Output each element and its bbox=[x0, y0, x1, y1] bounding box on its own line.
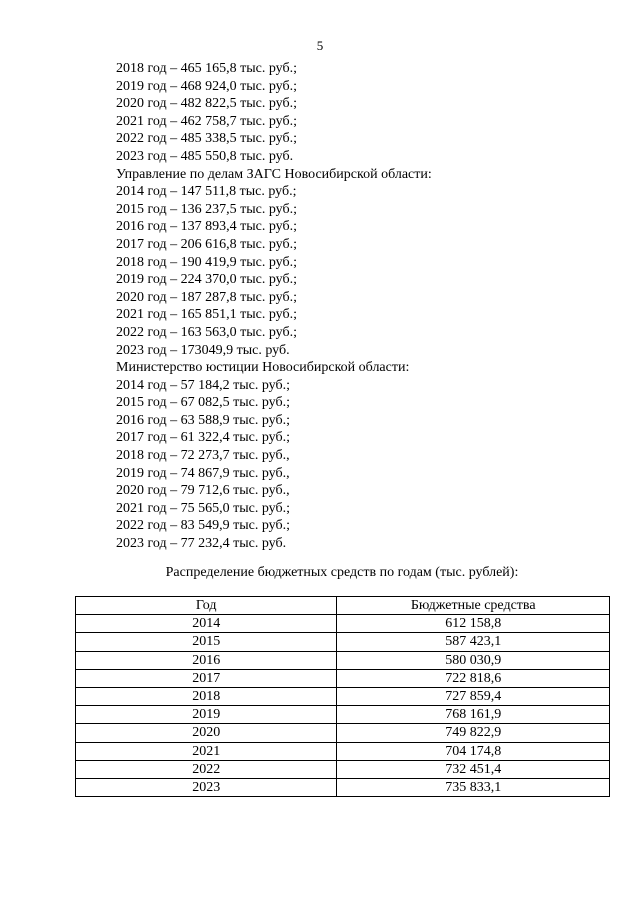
budget-cell: 587 423,1 bbox=[337, 633, 610, 651]
text-line: 2017 год – 61 322,4 тыс. руб.; bbox=[116, 430, 290, 446]
text-line: 2022 год – 83 549,9 тыс. руб.; bbox=[116, 518, 290, 534]
table-row bbox=[76, 778, 610, 796]
budget-cell: 580 030,9 bbox=[337, 651, 610, 669]
section-heading-zags: Управление по делам ЗАГС Новосибирской области: bbox=[116, 166, 432, 182]
table-header-row bbox=[76, 597, 610, 615]
text-line: 2019 год – 468 924,0 тыс. руб.; bbox=[116, 78, 297, 94]
budget-text-block bbox=[116, 60, 432, 553]
year-cell: 2018 bbox=[76, 687, 337, 705]
table-caption: Распределение бюджетных средств по годам (тыс. рублей): bbox=[165, 565, 519, 580]
budget-table bbox=[75, 596, 610, 797]
page-number: 5 bbox=[316, 38, 324, 53]
table-row bbox=[76, 760, 610, 778]
text-line: 2023 год – 77 232,4 тыс. руб. bbox=[116, 536, 287, 552]
text-line: 2016 год – 137 893,4 тыс. руб.; bbox=[116, 219, 297, 235]
year-cell: 2021 bbox=[76, 742, 337, 760]
text-line: 2020 год – 79 712,6 тыс. руб., bbox=[116, 483, 290, 499]
table-row bbox=[76, 724, 610, 742]
budget-cell: 704 174,8 bbox=[337, 742, 610, 760]
table-row bbox=[76, 669, 610, 687]
budget-cell: 612 158,8 bbox=[337, 615, 610, 633]
text-line: 2018 год – 72 273,7 тыс. руб., bbox=[116, 448, 290, 464]
column-header-budget: Бюджетные средства bbox=[337, 597, 610, 615]
text-line: 2016 год – 63 588,9 тыс. руб.; bbox=[116, 412, 290, 428]
text-line: 2021 год – 75 565,0 тыс. руб.; bbox=[116, 500, 290, 516]
text-line: 2023 год – 173049,9 тыс. руб. bbox=[116, 342, 290, 358]
text-line: 2022 год – 485 338,5 тыс. руб.; bbox=[116, 131, 297, 147]
text-line: 2020 год – 187 287,8 тыс. руб.; bbox=[116, 289, 297, 305]
text-line: 2021 год – 462 758,7 тыс. руб.; bbox=[116, 113, 297, 129]
text-line: 2014 год – 147 511,8 тыс. руб.; bbox=[116, 184, 297, 200]
budget-cell: 727 859,4 bbox=[337, 687, 610, 705]
text-line: 2015 год – 136 237,5 тыс. руб.; bbox=[116, 201, 297, 217]
text-line: 2015 год – 67 082,5 тыс. руб.; bbox=[116, 395, 290, 411]
text-line: 2018 год – 465 165,8 тыс. руб.; bbox=[116, 61, 297, 76]
year-cell: 2014 bbox=[76, 615, 337, 633]
text-line: 2022 год – 163 563,0 тыс. руб.; bbox=[116, 324, 297, 340]
text-line: 2018 год – 190 419,9 тыс. руб.; bbox=[116, 254, 297, 270]
budget-cell: 732 451,4 bbox=[337, 760, 610, 778]
year-cell: 2017 bbox=[76, 669, 337, 687]
text-line: 2020 год – 482 822,5 тыс. руб.; bbox=[116, 96, 297, 112]
table-row bbox=[76, 706, 610, 724]
table-row bbox=[76, 651, 610, 669]
text-line: 2021 год – 165 851,1 тыс. руб.; bbox=[116, 307, 297, 323]
year-cell: 2019 bbox=[76, 706, 337, 724]
text-line: 2019 год – 74 867,9 тыс. руб., bbox=[116, 465, 290, 481]
table-row bbox=[76, 615, 610, 633]
table-row bbox=[76, 687, 610, 705]
year-cell: 2015 bbox=[76, 633, 337, 651]
year-cell: 2020 bbox=[76, 724, 337, 742]
year-cell: 2016 bbox=[76, 651, 337, 669]
year-cell: 2022 bbox=[76, 760, 337, 778]
year-cell: 2023 bbox=[76, 778, 337, 796]
text-line: 2019 год – 224 370,0 тыс. руб.; bbox=[116, 272, 297, 288]
text-line: 2023 год – 485 550,8 тыс. руб. bbox=[116, 148, 294, 164]
budget-cell: 722 818,6 bbox=[337, 669, 610, 687]
text-line: 2017 год – 206 616,8 тыс. руб.; bbox=[116, 236, 297, 252]
section-heading-ministry-justice: Министерство юстиции Новосибирской области: bbox=[116, 360, 410, 376]
table-row bbox=[76, 633, 610, 651]
text-line: 2014 год – 57 184,2 тыс. руб.; bbox=[116, 377, 290, 393]
budget-cell: 749 822,9 bbox=[337, 724, 610, 742]
column-header-year: Год bbox=[76, 597, 337, 615]
budget-cell: 768 161,9 bbox=[337, 706, 610, 724]
budget-cell: 735 833,1 bbox=[337, 778, 610, 796]
table-row bbox=[76, 742, 610, 760]
